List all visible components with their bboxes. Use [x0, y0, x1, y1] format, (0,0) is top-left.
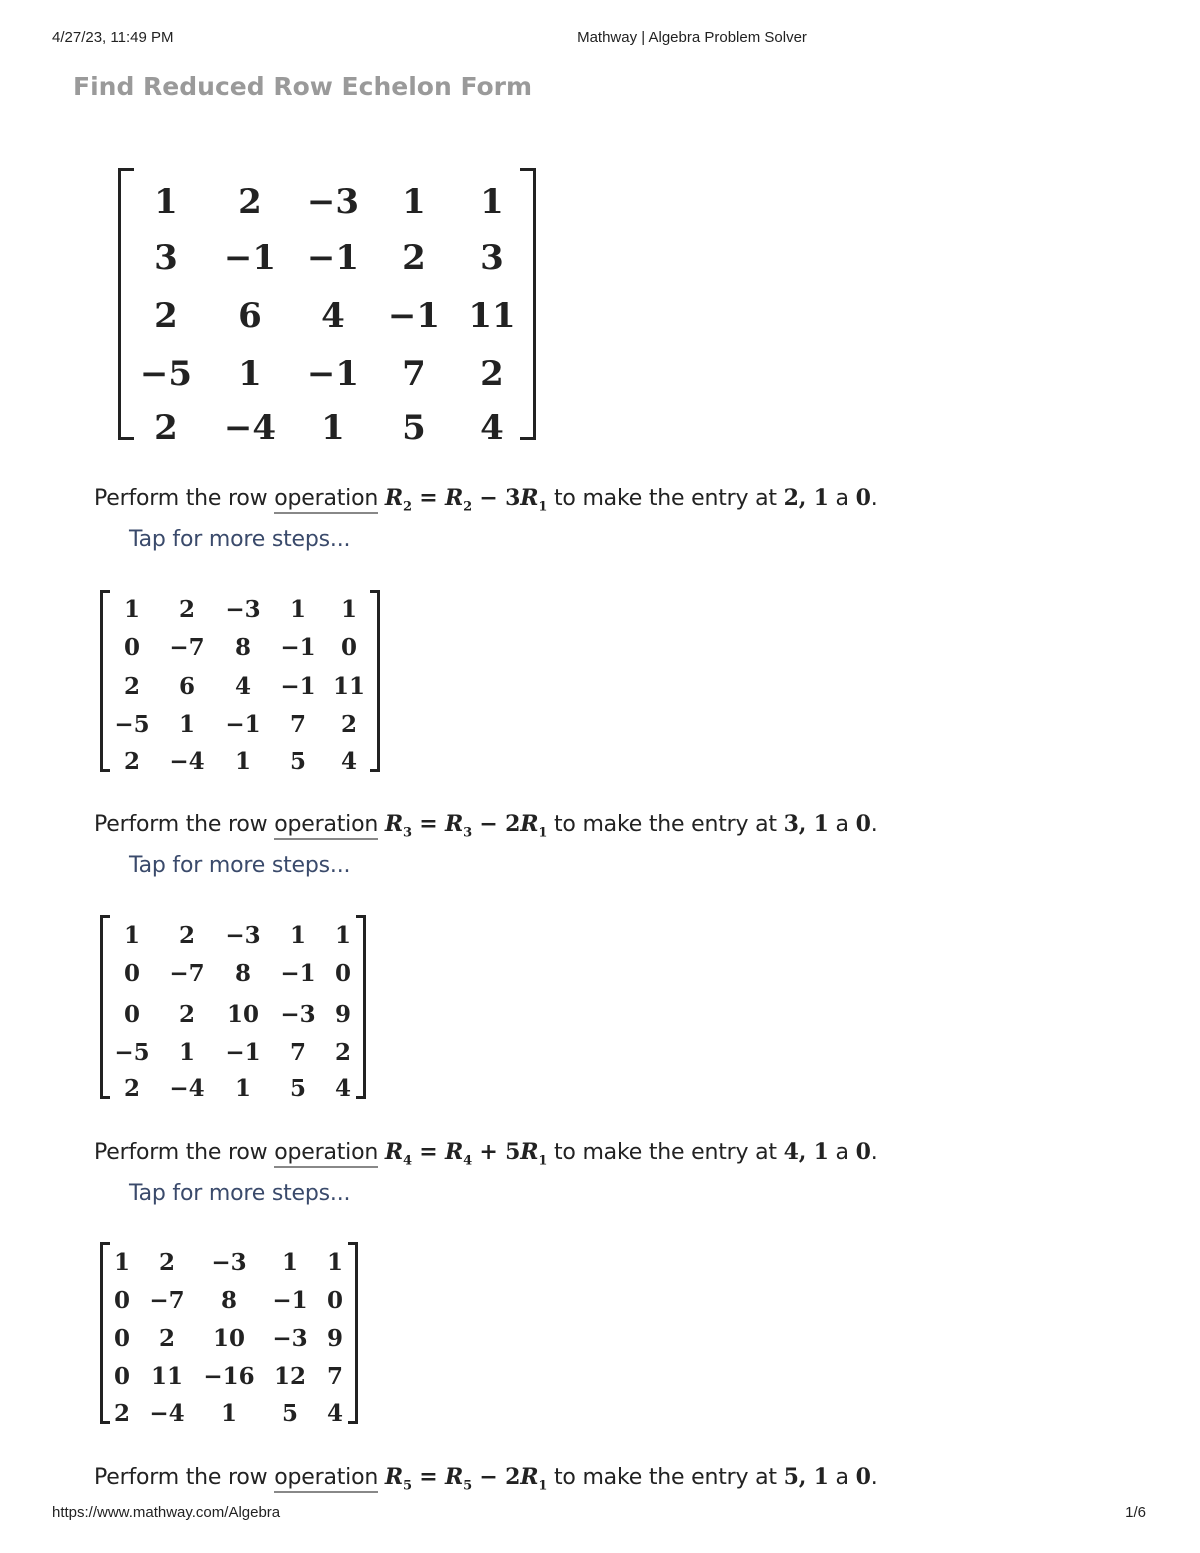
math-zero: 0 [855, 485, 871, 511]
matrix-cell: 9 [334, 1001, 352, 1028]
math-op: + [471, 1139, 506, 1165]
math-row: R [384, 1464, 403, 1490]
matrix-cell: 1 [334, 922, 352, 949]
step-instruction [94, 485, 878, 514]
math-equals: = [411, 1139, 445, 1165]
matrix-cell: 2 [340, 711, 358, 738]
math-sub: 3 [463, 825, 472, 841]
math-op: − [471, 485, 506, 511]
matrix-cell: −3 [225, 596, 261, 623]
matrix-cell: −5 [114, 1039, 150, 1066]
math-sub: 2 [463, 499, 472, 515]
matrix-right-bracket [520, 168, 536, 440]
math-row: R [445, 1464, 464, 1490]
matrix-cell: −1 [272, 1287, 308, 1314]
step-a: a [828, 486, 856, 511]
math-sub: 3 [402, 825, 412, 841]
matrix-step-3 [100, 1242, 358, 1427]
matrix-cell: 1 [402, 182, 426, 222]
matrix-cell: −3 [211, 1249, 247, 1276]
math-row: R [445, 1139, 464, 1165]
math-zero: 0 [855, 1139, 871, 1165]
matrix-cell: 6 [238, 296, 262, 336]
tap-more-steps-link[interactable]: Tap for more steps... [129, 853, 351, 878]
matrix-cell: −1 [306, 354, 360, 394]
matrix-cell: −1 [280, 673, 316, 700]
matrix-cell: −3 [306, 182, 360, 222]
step-middle: to make the entry at [547, 486, 784, 511]
print-datetime: 4/27/23, 11:49 PM [52, 29, 174, 46]
math-sub: 1 [538, 1478, 548, 1494]
step-middle: to make the entry at [547, 1140, 784, 1165]
matrix-cell: 1 [289, 922, 307, 949]
math-row: R [445, 811, 464, 837]
matrix-cell: 0 [334, 960, 352, 987]
matrix-cell: 1 [123, 922, 141, 949]
matrix-cell: 2 [178, 1001, 196, 1028]
matrix-cell: −16 [203, 1363, 255, 1390]
matrix-cell: 1 [326, 1249, 344, 1276]
matrix-cell: 2 [154, 408, 178, 448]
matrix-cell: −1 [225, 1039, 261, 1066]
matrix-cell: 1 [234, 1075, 252, 1102]
print-header [0, 29, 1200, 49]
math-sub: 1 [538, 499, 548, 515]
matrix-cell: 12 [273, 1363, 307, 1390]
math-entry: 5, 1 [783, 1464, 829, 1490]
step-prefix: Perform the row [94, 486, 275, 511]
math-sub: 1 [538, 1153, 548, 1169]
step-instruction [94, 1139, 878, 1168]
matrix-cell: 1 [220, 1400, 238, 1427]
operation-link[interactable]: operation [274, 1140, 378, 1168]
step-instruction [94, 811, 878, 840]
matrix-cell: 1 [178, 711, 196, 738]
math-op: − [471, 1464, 506, 1490]
matrix-cell: −1 [280, 634, 316, 661]
matrix-cell: 10 [212, 1325, 246, 1352]
matrix-left-bracket [118, 168, 134, 440]
step-end: . [870, 1465, 878, 1490]
math-op: − [471, 811, 506, 837]
matrix-cell: 2 [238, 182, 262, 222]
matrix-cell: −1 [387, 296, 441, 336]
math-equals: = [411, 485, 445, 511]
math-row: R [520, 1464, 539, 1490]
math-zero: 0 [855, 811, 871, 837]
step-a: a [828, 812, 856, 837]
matrix-cell: 1 [234, 748, 252, 775]
math-sub: 2 [402, 499, 412, 515]
matrix-cell: 1 [289, 596, 307, 623]
matrix-right-bracket [370, 590, 380, 772]
math-sub: 1 [538, 825, 548, 841]
matrix-cell: 3 [480, 238, 504, 278]
matrix-cell: 0 [113, 1325, 131, 1352]
math-row: R [384, 811, 403, 837]
matrix-original [118, 168, 536, 448]
matrix-cell: 2 [334, 1039, 352, 1066]
step-end: . [870, 486, 878, 511]
matrix-cell: 7 [289, 711, 307, 738]
matrix-cell: 0 [113, 1363, 131, 1390]
tap-more-steps-link[interactable]: Tap for more steps... [129, 527, 351, 552]
matrix-cell: 0 [113, 1287, 131, 1314]
math-row: R [520, 485, 539, 511]
matrix-cell: −3 [272, 1325, 308, 1352]
print-footer [0, 1504, 1200, 1524]
math-sub: 5 [463, 1478, 472, 1494]
matrix-cell: 1 [238, 354, 262, 394]
matrix-cell: 4 [340, 748, 358, 775]
math-coef: 5 [505, 1139, 521, 1165]
math-sub: 4 [402, 1153, 412, 1169]
matrix-cell: 9 [326, 1325, 344, 1352]
matrix-cell: 1 [340, 596, 358, 623]
matrix-step-2 [100, 915, 366, 1102]
matrix-cell: 0 [123, 1001, 141, 1028]
matrix-cell: 2 [480, 354, 504, 394]
matrix-cell: 2 [123, 673, 141, 700]
print-page-number: 1/6 [1125, 1504, 1146, 1521]
matrix-cell: 1 [480, 182, 504, 222]
matrix-cell: −1 [223, 238, 277, 278]
matrix-cell: 5 [402, 408, 426, 448]
matrix-cell: −3 [225, 922, 261, 949]
matrix-cell: 2 [113, 1400, 131, 1427]
math-entry: 4, 1 [783, 1139, 829, 1165]
math-zero: 0 [855, 1464, 871, 1490]
matrix-cell: 11 [468, 296, 516, 336]
matrix-step-1 [100, 590, 380, 775]
matrix-cell: 1 [154, 182, 178, 222]
matrix-cell: 8 [234, 634, 252, 661]
math-sub: 5 [402, 1478, 412, 1494]
matrix-cell: 2 [123, 1075, 141, 1102]
matrix-cell: 1 [281, 1249, 299, 1276]
matrix-cell: 7 [289, 1039, 307, 1066]
print-url: https://www.mathway.com/Algebra [52, 1504, 281, 1521]
matrix-cell: 1 [123, 596, 141, 623]
matrix-cell: 0 [123, 960, 141, 987]
matrix-cell: 2 [158, 1249, 176, 1276]
matrix-cell: −7 [169, 960, 205, 987]
math-equals: = [411, 1464, 445, 1490]
matrix-cell: 4 [480, 408, 504, 448]
math-sub: 4 [463, 1153, 472, 1169]
matrix-cell: 8 [220, 1287, 238, 1314]
matrix-right-bracket [356, 915, 366, 1099]
matrix-cell: −4 [169, 1075, 205, 1102]
matrix-cell: 5 [281, 1400, 299, 1427]
matrix-cell: 0 [326, 1287, 344, 1314]
matrix-cell: 6 [178, 673, 196, 700]
matrix-cell: 11 [332, 673, 366, 700]
math-entry: 3, 1 [783, 811, 829, 837]
matrix-left-bracket [100, 1242, 110, 1424]
matrix-cell: 4 [326, 1400, 344, 1427]
math-coef: 3 [505, 485, 521, 511]
step-middle: to make the entry at [547, 1465, 784, 1490]
matrix-left-bracket [100, 915, 110, 1099]
matrix-cell: 3 [154, 238, 178, 278]
matrix-cell: −1 [280, 960, 316, 987]
tap-more-steps-link[interactable]: Tap for more steps... [129, 1181, 351, 1206]
step-prefix: Perform the row [94, 812, 275, 837]
matrix-cell: −4 [149, 1400, 185, 1427]
matrix-cell: 4 [234, 673, 252, 700]
matrix-cell: −1 [306, 238, 360, 278]
matrix-cell: 2 [123, 748, 141, 775]
print-page-title: Mathway | Algebra Problem Solver [577, 29, 807, 46]
matrix-cell: 7 [402, 354, 426, 394]
math-entry: 2, 1 [783, 485, 829, 511]
matrix-cell: 4 [321, 296, 345, 336]
matrix-cell: −4 [169, 748, 205, 775]
matrix-cell: 5 [289, 1075, 307, 1102]
step-middle: to make the entry at [547, 812, 784, 837]
operation-link[interactable]: operation [274, 812, 378, 840]
step-end: . [870, 812, 878, 837]
matrix-cell: 1 [321, 408, 345, 448]
matrix-cell: 2 [178, 596, 196, 623]
matrix-cell: −3 [280, 1001, 316, 1028]
matrix-cell: −5 [139, 354, 193, 394]
matrix-right-bracket [348, 1242, 358, 1424]
page-title: Find Reduced Row Echelon Form [73, 72, 533, 101]
matrix-cell: 7 [326, 1363, 344, 1390]
step-a: a [828, 1140, 856, 1165]
matrix-cell: 5 [289, 748, 307, 775]
math-coef: 2 [505, 1464, 521, 1490]
matrix-cell: 4 [334, 1075, 352, 1102]
matrix-cell: 8 [234, 960, 252, 987]
matrix-cell: 0 [340, 634, 358, 661]
matrix-cell: 10 [226, 1001, 260, 1028]
math-row: R [384, 485, 403, 511]
step-end: . [870, 1140, 878, 1165]
operation-link[interactable]: operation [274, 486, 378, 514]
math-row: R [520, 811, 539, 837]
matrix-cell: 1 [178, 1039, 196, 1066]
matrix-cell: −4 [223, 408, 277, 448]
matrix-cell: −7 [149, 1287, 185, 1314]
matrix-cell: 2 [158, 1325, 176, 1352]
math-equals: = [411, 811, 445, 837]
math-row: R [445, 485, 464, 511]
step-prefix: Perform the row [94, 1140, 275, 1165]
math-row: R [384, 1139, 403, 1165]
step-prefix: Perform the row [94, 1465, 275, 1490]
matrix-cell: 11 [150, 1363, 184, 1390]
matrix-left-bracket [100, 590, 110, 772]
matrix-cell: 2 [154, 296, 178, 336]
math-coef: 2 [505, 811, 521, 837]
step-a: a [828, 1465, 856, 1490]
operation-link[interactable]: operation [274, 1465, 378, 1493]
matrix-cell: −5 [114, 711, 150, 738]
matrix-cell: −7 [169, 634, 205, 661]
step-instruction [94, 1464, 878, 1493]
matrix-cell: −1 [225, 711, 261, 738]
matrix-cell: 0 [123, 634, 141, 661]
matrix-cell: 2 [178, 922, 196, 949]
math-row: R [520, 1139, 539, 1165]
matrix-cell: 1 [113, 1249, 131, 1276]
matrix-cell: 2 [402, 238, 426, 278]
